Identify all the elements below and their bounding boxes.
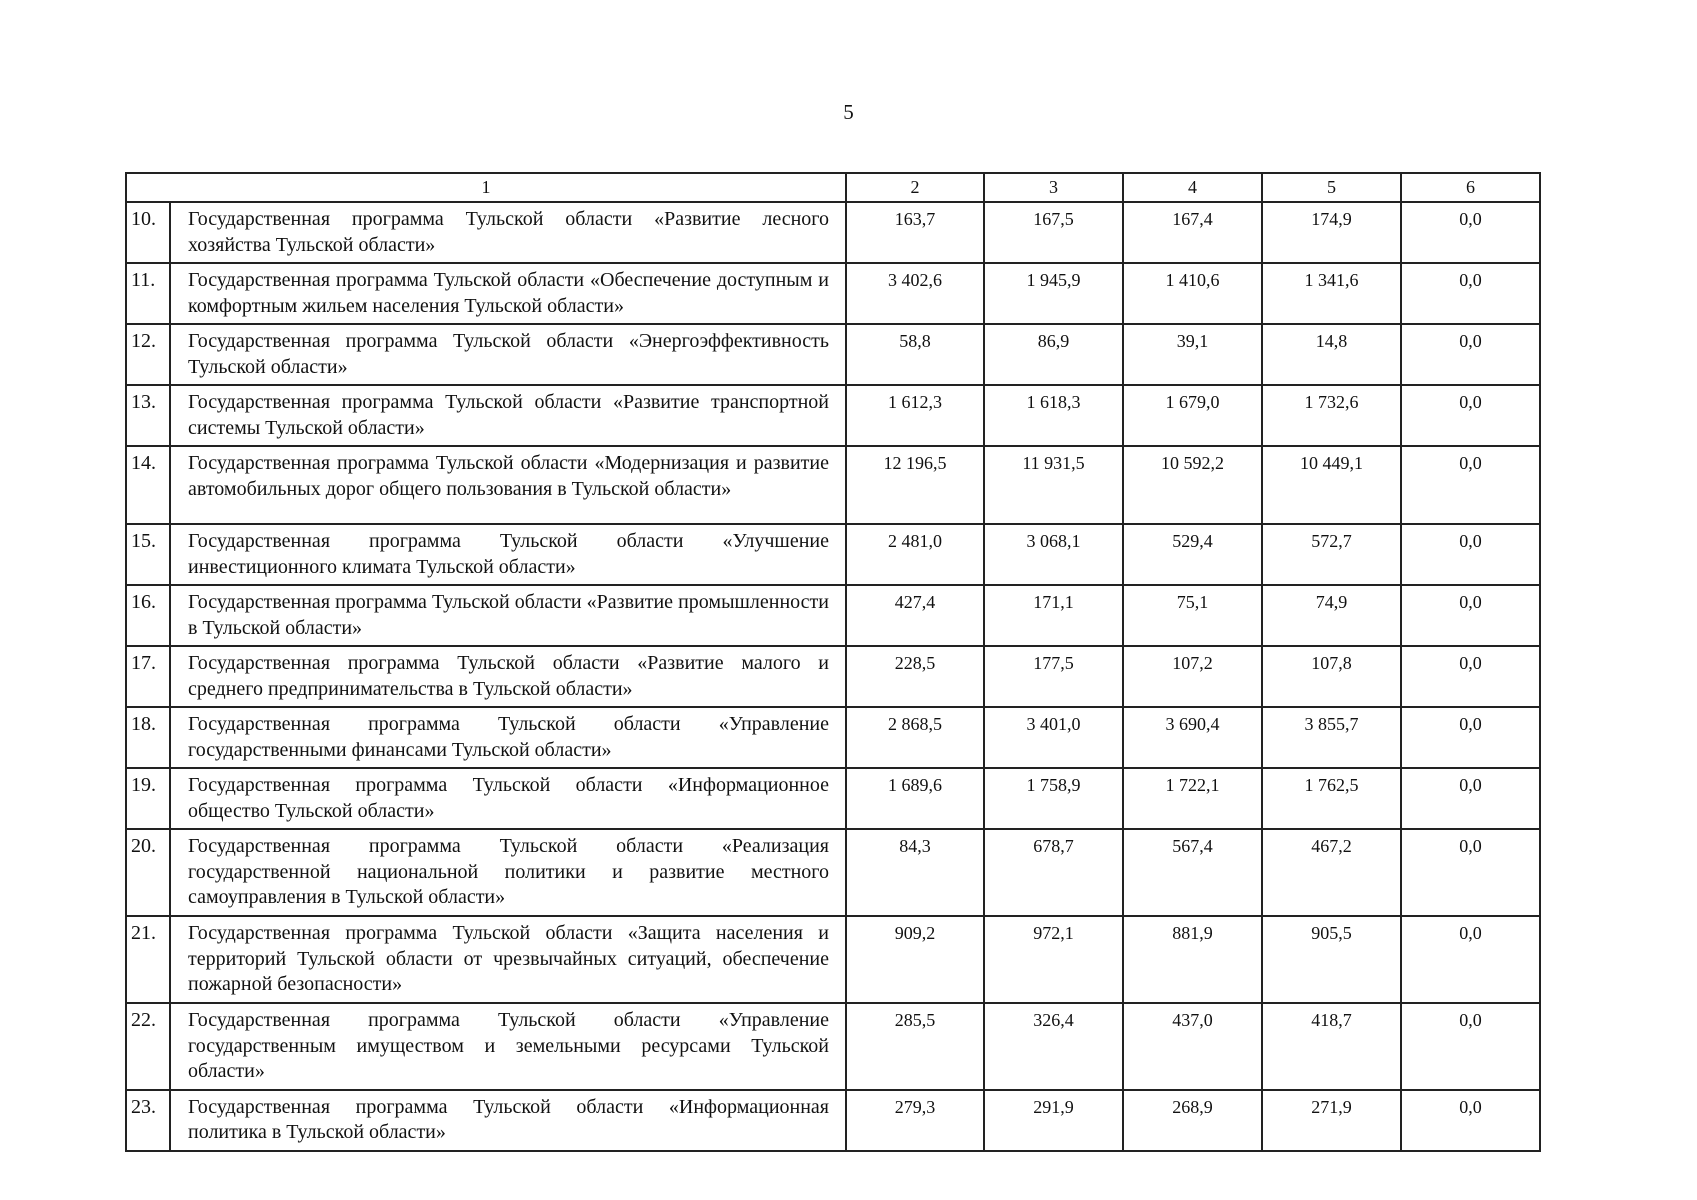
value-col-5: 1 732,6 xyxy=(1262,385,1401,446)
value-col-3: 1 758,9 xyxy=(984,768,1123,829)
value-col-5: 418,7 xyxy=(1262,1003,1401,1090)
value-col-6: 0,0 xyxy=(1401,1090,1540,1151)
row-number: 11. xyxy=(126,263,170,324)
row-number: 19. xyxy=(126,768,170,829)
value-col-4: 567,4 xyxy=(1123,829,1262,916)
program-name: Государственная программа Тульской области «Развитие транспортной системы Тульской области» xyxy=(170,385,846,446)
header-col-6: 6 xyxy=(1401,173,1540,202)
value-col-5: 1 341,6 xyxy=(1262,263,1401,324)
value-col-3: 1 945,9 xyxy=(984,263,1123,324)
value-col-6: 0,0 xyxy=(1401,202,1540,263)
table-row xyxy=(126,1003,1540,1090)
program-name: Государственная программа Тульской области «Модернизация и развитие автомобильных дорог общего пользования в Тульской области» xyxy=(170,446,846,524)
value-col-2: 3 402,6 xyxy=(846,263,984,324)
value-col-4: 10 592,2 xyxy=(1123,446,1262,524)
value-col-2: 1 689,6 xyxy=(846,768,984,829)
value-col-5: 271,9 xyxy=(1262,1090,1401,1151)
value-col-2: 58,8 xyxy=(846,324,984,385)
row-number: 21. xyxy=(126,916,170,1003)
row-number: 20. xyxy=(126,829,170,916)
value-col-3: 1 618,3 xyxy=(984,385,1123,446)
value-col-4: 107,2 xyxy=(1123,646,1262,707)
budget-table xyxy=(125,172,1541,1152)
row-number: 16. xyxy=(126,585,170,646)
value-col-5: 74,9 xyxy=(1262,585,1401,646)
value-col-5: 3 855,7 xyxy=(1262,707,1401,768)
value-col-3: 3 401,0 xyxy=(984,707,1123,768)
program-name: Государственная программа Тульской области «Развитие лесного хозяйства Тульской области» xyxy=(170,202,846,263)
header-col-4: 4 xyxy=(1123,173,1262,202)
row-number: 15. xyxy=(126,524,170,585)
value-col-2: 2 868,5 xyxy=(846,707,984,768)
value-col-4: 1 722,1 xyxy=(1123,768,1262,829)
value-col-2: 279,3 xyxy=(846,1090,984,1151)
program-name: Государственная программа Тульской области «Защита населения и территорий Тульской области от чрезвычайных ситуаций, обеспечение пожарной безопасности» xyxy=(170,916,846,1003)
value-col-3: 177,5 xyxy=(984,646,1123,707)
value-col-4: 268,9 xyxy=(1123,1090,1262,1151)
program-name: Государственная программа Тульской области «Улучшение инвестиционного климата Тульской области» xyxy=(170,524,846,585)
value-col-5: 14,8 xyxy=(1262,324,1401,385)
table-row xyxy=(126,446,1540,524)
value-col-2: 285,5 xyxy=(846,1003,984,1090)
value-col-2: 163,7 xyxy=(846,202,984,263)
value-col-3: 171,1 xyxy=(984,585,1123,646)
value-col-6: 0,0 xyxy=(1401,324,1540,385)
row-number: 14. xyxy=(126,446,170,524)
program-name: Государственная программа Тульской области «Управление государственным имуществом и земельными ресурсами Тульской области» xyxy=(170,1003,846,1090)
value-col-5: 10 449,1 xyxy=(1262,446,1401,524)
program-name: Государственная программа Тульской области «Энергоэффективность Тульской области» xyxy=(170,324,846,385)
value-col-4: 3 690,4 xyxy=(1123,707,1262,768)
value-col-6: 0,0 xyxy=(1401,524,1540,585)
program-name: Государственная программа Тульской области «Развитие малого и среднего предпринимательства в Тульской области» xyxy=(170,646,846,707)
value-col-3: 11 931,5 xyxy=(984,446,1123,524)
value-col-4: 1 410,6 xyxy=(1123,263,1262,324)
program-name: Государственная программа Тульской области «Развитие промышленности в Тульской области» xyxy=(170,585,846,646)
header-col-5: 5 xyxy=(1262,173,1401,202)
row-number: 12. xyxy=(126,324,170,385)
value-col-3: 291,9 xyxy=(984,1090,1123,1151)
table-row xyxy=(126,202,1540,263)
value-col-3: 86,9 xyxy=(984,324,1123,385)
program-name: Государственная программа Тульской области «Информационная политика в Тульской области» xyxy=(170,1090,846,1151)
row-number: 10. xyxy=(126,202,170,263)
value-col-2: 427,4 xyxy=(846,585,984,646)
row-number: 23. xyxy=(126,1090,170,1151)
value-col-2: 12 196,5 xyxy=(846,446,984,524)
value-col-3: 972,1 xyxy=(984,916,1123,1003)
value-col-3: 3 068,1 xyxy=(984,524,1123,585)
value-col-4: 1 679,0 xyxy=(1123,385,1262,446)
header-col-3: 3 xyxy=(984,173,1123,202)
table-row xyxy=(126,585,1540,646)
table-row xyxy=(126,829,1540,916)
table-row xyxy=(126,1090,1540,1151)
page-number: 5 xyxy=(843,100,854,124)
program-name: Государственная программа Тульской области «Обеспечение доступным и комфортным жильем населения Тульской области» xyxy=(170,263,846,324)
value-col-6: 0,0 xyxy=(1401,768,1540,829)
value-col-6: 0,0 xyxy=(1401,446,1540,524)
value-col-6: 0,0 xyxy=(1401,585,1540,646)
program-name: Государственная программа Тульской области «Информационное общество Тульской области» xyxy=(170,768,846,829)
value-col-2: 228,5 xyxy=(846,646,984,707)
table-row xyxy=(126,263,1540,324)
value-col-6: 0,0 xyxy=(1401,829,1540,916)
program-name: Государственная программа Тульской области «Реализация государственной национальной политики и развитие местного самоуправления в Тульской области» xyxy=(170,829,846,916)
value-col-6: 0,0 xyxy=(1401,646,1540,707)
table-row xyxy=(126,524,1540,585)
value-col-5: 467,2 xyxy=(1262,829,1401,916)
value-col-2: 1 612,3 xyxy=(846,385,984,446)
table-header-row xyxy=(126,173,1540,202)
table-row xyxy=(126,646,1540,707)
value-col-4: 529,4 xyxy=(1123,524,1262,585)
value-col-2: 909,2 xyxy=(846,916,984,1003)
value-col-4: 437,0 xyxy=(1123,1003,1262,1090)
value-col-6: 0,0 xyxy=(1401,916,1540,1003)
value-col-3: 678,7 xyxy=(984,829,1123,916)
value-col-5: 107,8 xyxy=(1262,646,1401,707)
value-col-6: 0,0 xyxy=(1401,1003,1540,1090)
program-name: Государственная программа Тульской области «Управление государственными финансами Тульской области» xyxy=(170,707,846,768)
value-col-2: 2 481,0 xyxy=(846,524,984,585)
table-row xyxy=(126,385,1540,446)
value-col-4: 75,1 xyxy=(1123,585,1262,646)
row-number: 18. xyxy=(126,707,170,768)
value-col-5: 905,5 xyxy=(1262,916,1401,1003)
row-number: 17. xyxy=(126,646,170,707)
value-col-4: 39,1 xyxy=(1123,324,1262,385)
table-row xyxy=(126,707,1540,768)
value-col-4: 881,9 xyxy=(1123,916,1262,1003)
table-row xyxy=(126,768,1540,829)
value-col-3: 167,5 xyxy=(984,202,1123,263)
value-col-6: 0,0 xyxy=(1401,385,1540,446)
header-col-2: 2 xyxy=(846,173,984,202)
value-col-3: 326,4 xyxy=(984,1003,1123,1090)
value-col-4: 167,4 xyxy=(1123,202,1262,263)
row-number: 13. xyxy=(126,385,170,446)
value-col-6: 0,0 xyxy=(1401,707,1540,768)
value-col-5: 572,7 xyxy=(1262,524,1401,585)
value-col-6: 0,0 xyxy=(1401,263,1540,324)
value-col-2: 84,3 xyxy=(846,829,984,916)
value-col-5: 174,9 xyxy=(1262,202,1401,263)
value-col-5: 1 762,5 xyxy=(1262,768,1401,829)
header-col-1: 1 xyxy=(126,173,846,202)
table-row xyxy=(126,324,1540,385)
row-number: 22. xyxy=(126,1003,170,1090)
table-row xyxy=(126,916,1540,1003)
